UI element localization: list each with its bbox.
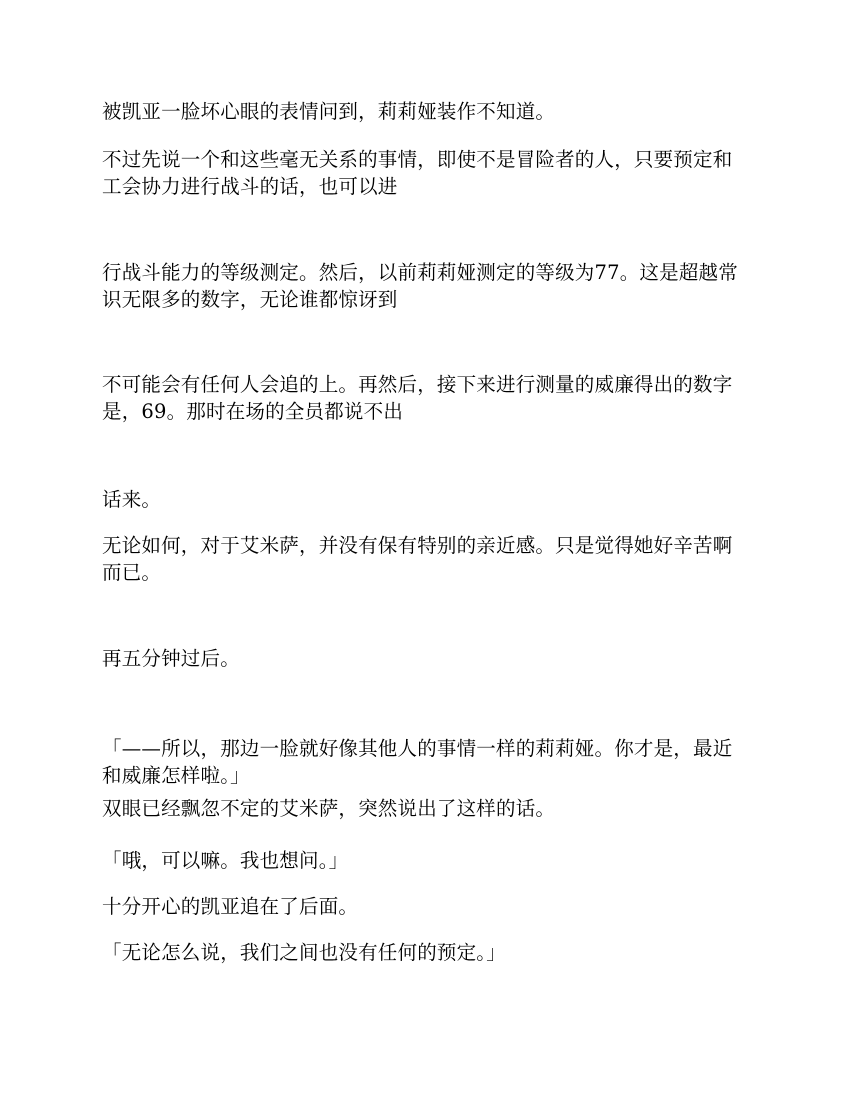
paragraph-6: 无论如何，对于艾米萨，并没有保有特别的亲近感。只是觉得她好辛苦啊而已。: [102, 534, 733, 584]
paragraph-2: 不过先说一个和这些毫无关系的事情，即使不是冒险者的人，只要预定和工会协力进行战斗的话，也可以进: [102, 148, 733, 198]
paragraph-1: 被凯亚一脸坏心眼的表情问到，莉莉娅装作不知道。: [102, 100, 556, 123]
paragraph-4: 不可能会有任何人会追的上。再然后，接下来进行测量的威廉得出的数字是，69。那时在场的全员都说不出: [102, 373, 733, 423]
paragraph-3: 行战斗能力的等级测定。然后，以前莉莉娅测定的等级为77。这是超越常识无限多的数字，无论谁都惊讶到: [102, 261, 738, 311]
paragraph-10: 「哦，可以嘛。我也想问。」: [102, 849, 349, 872]
paragraph-11: 十分开心的凯亚追在了后面。: [102, 895, 359, 918]
paragraph-9: 双眼已经飘忽不定的艾米萨，突然说出了这样的话。: [102, 797, 556, 820]
paragraph-5: 话来。: [102, 488, 162, 511]
paragraph-8: 「——所以，那边一脸就好像其他人的事情一样的莉莉娅。你才是，最近和威廉怎样啦。」: [102, 737, 733, 787]
paragraph-7: 再五分钟过后。: [102, 647, 240, 670]
paragraph-12: 「无论怎么说，我们之间也没有任何的预定。」: [102, 941, 506, 964]
